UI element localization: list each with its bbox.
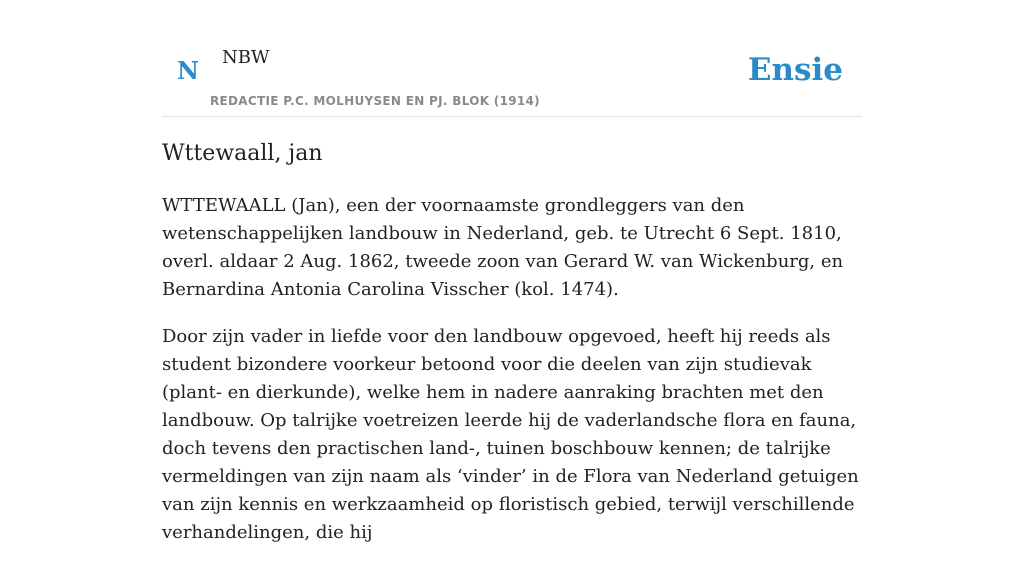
source-abbreviation: NBW	[222, 47, 270, 68]
source-logo-link[interactable]: N	[177, 56, 199, 85]
article-paragraph: Door zijn vader in liefde voor den landbouw opgevoed, heeft hij reeds als student bizondere voorkeur betoond voor die deelen van zijn studievak (plant- en dierkunde), welke hem in nadere aanraking brachten met den landbouw. Op talrijke voetreizen leerde hij de vaderlandsche flora en fauna, doch tevens den practischen land-, tuinen boschbouw kennen; de talrijke vermeldingen van zijn naam als ‘vinder’ in de Flora van Nederland getuigen van zijn kennis en werkzaamheid op floristisch gebied, terwijl verschillende verhandelingen, die hij	[162, 326, 859, 543]
article	[162, 138, 862, 566]
ensie-logo-link[interactable]: Ensie	[747, 52, 843, 88]
article-paragraph: WTTEWAALL (Jan), een der voornaamste grondleggers van den wetenschappelijken landbouw in Nederland, geb. te Utrecht 6 Sept. 1810, overl. aldaar 2 Aug. 1862, tweede zoon van Gerard W. van Wickenburg, en Bernardina Antonia Carolina Visscher (kol. 1474).	[162, 195, 844, 300]
article-title: Wttewaall, jan	[162, 141, 323, 166]
source-subtitle: REDACTIE P.C. MOLHUYSEN EN PJ. BLOK (1914)	[210, 94, 540, 108]
header	[162, 0, 862, 117]
